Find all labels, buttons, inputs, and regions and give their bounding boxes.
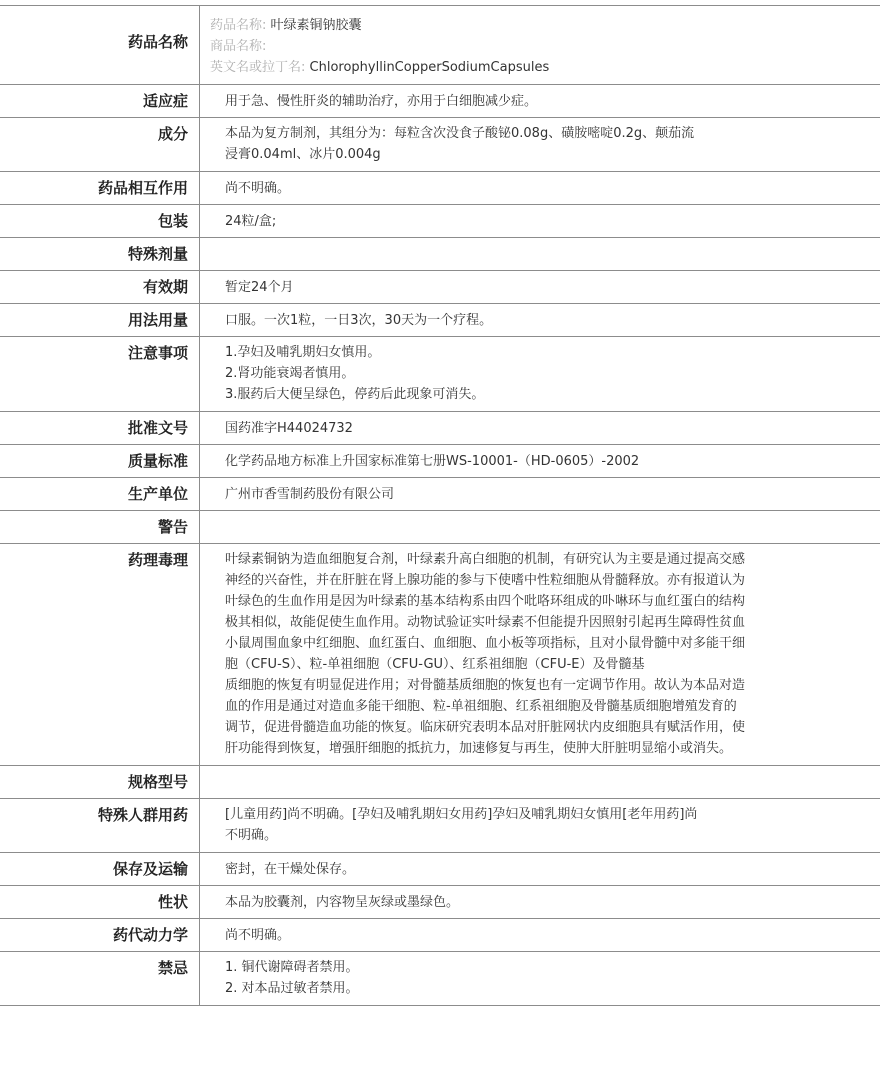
trade-name-line [210,36,785,57]
row-label: 性状 [0,886,200,918]
text-line: 神经的兴奋性，并在肝脏在肾上腺功能的参与下使嗜中性粒细胞从骨髓释放。亦有报道认为 [225,573,746,588]
text-line: 叶绿素铜钠为造血细胞复合剂，叶绿素升高白细胞的机制，有研究认为主要是通过提高交感 [225,552,746,567]
text-line: 2. 对本品过敏者禁用。 [225,981,359,996]
row-interactions [0,172,880,205]
row-package [0,205,880,238]
text-line: 小鼠周围血象中红细胞、血红蛋白、血细胞、血小板等项指标，且对小鼠骨髓中对多能干细 [225,636,746,651]
row-value: 口服。一次1粒，一日3次，30天为一个疗程。 [225,313,493,328]
row-label: 适应症 [0,85,200,117]
row-label: 药代动力学 [0,919,200,951]
text-line: 不明确。 [225,828,278,843]
row-label: 用法用量 [0,304,200,336]
row-label: 包装 [0,205,200,237]
text-line: 肝功能得到恢复，增强肝细胞的抵抗力，加速修复与再生，使肿大肝脏明显缩小或消失。 [225,741,733,756]
row-contraindications [0,952,880,1006]
row-value: 广州市香雪制药股份有限公司 [225,487,395,502]
generic-name: 叶绿素铜钠胶囊 [270,18,362,33]
field-key: 药品名称: [210,18,267,33]
generic-name-line [210,15,785,36]
text-line: 极其相似，故能促使生血作用。动物试验证实叶绿素不但能提升因照射引起再生障碍性贫血 [225,615,746,630]
row-indications [0,85,880,118]
row-value: 国药准字H44024732 [225,421,353,436]
row-manufacturer [0,478,880,511]
text-line: 叶绿色的生血作用是因为叶绿素的基本结构系由四个吡咯环组成的卟啉环与血红蛋白的结构 [225,594,746,609]
row-drug-name [0,6,880,85]
text-line: 3.服药后大便呈绿色，停药后此现象可消失。 [225,387,485,402]
row-value: 24粒/盒; [225,214,277,229]
row-label: 成分 [0,118,200,171]
row-value [200,337,880,411]
row-label: 质量标准 [0,445,200,477]
row-approval [0,412,880,445]
row-value: 暂定24个月 [225,280,294,295]
row-value: 化学药品地方标准上升国家标准第七册WS-10001-（HD-0605）-2002 [225,454,640,469]
row-composition [0,118,880,172]
row-pharmacokinetics [0,919,880,952]
text-line: [儿童用药]尚不明确。[孕妇及哺乳期妇女用药]孕妇及哺乳期妇女慎用[老年用药]尚 [225,807,698,822]
row-label: 保存及运输 [0,853,200,885]
row-label: 特殊剂量 [0,238,200,270]
english-name: ChlorophyllinCopperSodiumCapsules [309,60,550,75]
row-value [200,799,880,852]
row-label: 规格型号 [0,766,200,798]
row-value: 密封，在干燥处保存。 [225,862,356,877]
row-pharmacology [0,544,880,766]
text-line: 血的作用是通过对造血多能干细胞、粒-单祖细胞、红系祖细胞及骨髓基质细胞增殖发育的 [225,699,737,714]
text-line: 调节，促进骨髓造血功能的恢复。临床研究表明本品对肝脏网状内皮细胞具有赋活作用，使 [225,720,746,735]
row-value [200,952,880,1005]
text-line: 2.肾功能衰竭者慎用。 [225,366,355,381]
text-line: 1.孕妇及哺乳期妇女慎用。 [225,345,381,360]
text-line: 质细胞的恢复有明显促进作用；对骨髓基质细胞的恢复也有一定调节作用。故认为本品对造 [225,678,746,693]
row-value [200,238,880,270]
row-label: 注意事项 [0,337,200,411]
row-value [200,544,880,765]
row-label: 批准文号 [0,412,200,444]
row-label: 有效期 [0,271,200,303]
field-key: 商品名称: [210,39,267,54]
row-value: 尚不明确。 [225,181,291,196]
text-line: 1. 铜代谢障碍者禁用。 [225,960,359,975]
row-label: 药品相互作用 [0,172,200,204]
text-line: 浸膏0.04ml、冰片0.004g [225,147,381,162]
row-precautions [0,337,880,412]
row-value: 本品为胶囊剂，内容物呈灰绿或墨绿色。 [225,895,460,910]
row-value [200,511,880,543]
row-label: 禁忌 [0,952,200,1005]
row-standard [0,445,880,478]
row-storage [0,853,880,886]
row-usage [0,304,880,337]
text-line: 本品为复方制剂，其组分为：每粒含次没食子酸铋0.08g、磺胺嘧啶0.2g、颠茄流 [225,126,695,141]
row-validity [0,271,880,304]
row-label: 生产单位 [0,478,200,510]
row-value [200,766,880,798]
row-special-dosage [0,238,880,271]
row-label: 药品名称 [0,6,200,84]
row-warning [0,511,880,544]
text-line: 胞（CFU-S）、粒-单祖细胞（CFU-GU）、红系祖细胞（CFU-E）及骨髓基 [225,657,645,672]
row-value [200,6,880,84]
row-specification [0,766,880,799]
row-label: 特殊人群用药 [0,799,200,852]
row-label: 警告 [0,511,200,543]
field-key: 英文名或拉丁名: [210,60,306,75]
row-value: 尚不明确。 [225,928,291,943]
drug-info-table [0,5,880,1006]
row-value: 用于急、慢性肝炎的辅助治疗，亦用于白细胞减少症。 [225,94,538,109]
row-special-population [0,799,880,853]
row-appearance [0,886,880,919]
english-name-line [210,57,785,78]
row-label: 药理毒理 [0,544,200,765]
row-value [200,118,880,171]
